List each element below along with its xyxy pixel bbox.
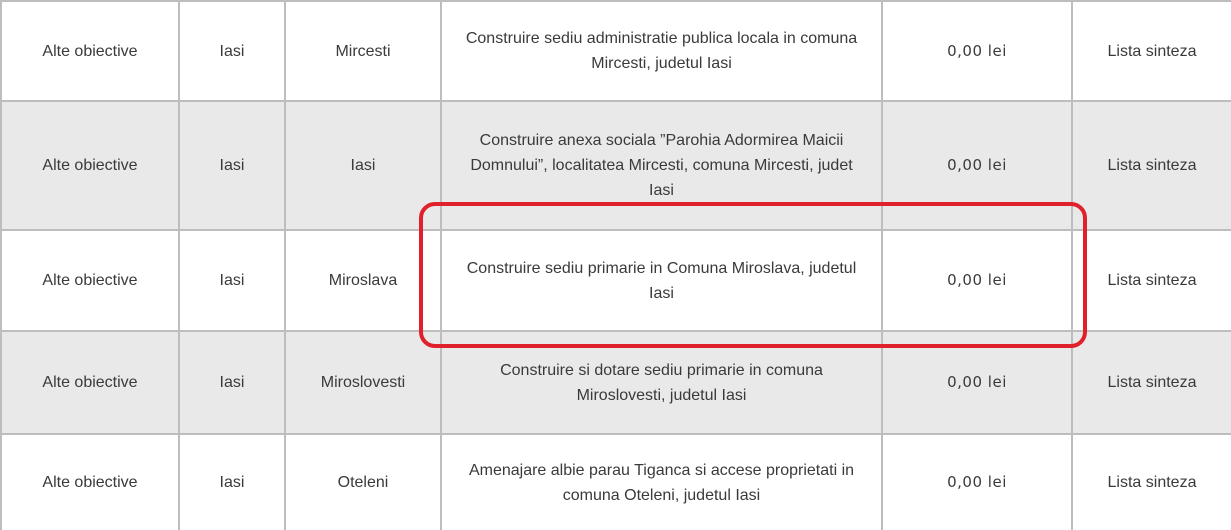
locality-cell: Iasi	[285, 101, 441, 230]
amount-cell: 0,00 lei	[882, 230, 1072, 331]
county-cell: Iasi	[179, 1, 285, 101]
lista-sinteza-link[interactable]: Lista sinteza	[1072, 1, 1231, 101]
lista-sinteza-link[interactable]: Lista sinteza	[1072, 101, 1231, 230]
category-cell: Alte obiective	[1, 331, 179, 434]
locality-cell: Mircesti	[285, 1, 441, 101]
description-cell: Amenajare albie parau Tiganca si accese proprietati in comuna Oteleni, judetul Iasi	[441, 434, 882, 530]
description-cell: Construire si dotare sediu primarie in comuna Miroslovesti, judetul Iasi	[441, 331, 882, 434]
amount-cell: 0,00 lei	[882, 434, 1072, 530]
table-row	[1, 1, 1231, 101]
county-cell: Iasi	[179, 331, 285, 434]
county-cell: Iasi	[179, 101, 285, 230]
table-row	[1, 331, 1231, 434]
table-row	[1, 434, 1231, 530]
lista-sinteza-link[interactable]: Lista sinteza	[1072, 230, 1231, 331]
category-cell: Alte obiective	[1, 1, 179, 101]
amount-cell: 0,00 lei	[882, 331, 1072, 434]
description-cell: Construire sediu primarie in Comuna Miroslava, judetul Iasi	[441, 230, 882, 331]
table-row	[1, 101, 1231, 230]
table-row	[1, 230, 1231, 331]
amount-cell: 0,00 lei	[882, 1, 1072, 101]
locality-cell: Oteleni	[285, 434, 441, 530]
lista-sinteza-link[interactable]: Lista sinteza	[1072, 331, 1231, 434]
amount-cell: 0,00 lei	[882, 101, 1072, 230]
category-cell: Alte obiective	[1, 434, 179, 530]
category-cell: Alte obiective	[1, 230, 179, 331]
county-cell: Iasi	[179, 434, 285, 530]
lista-sinteza-link[interactable]: Lista sinteza	[1072, 434, 1231, 530]
description-cell: Construire sediu administratie publica locala in comuna Mircesti, judetul Iasi	[441, 1, 882, 101]
locality-cell: Miroslava	[285, 230, 441, 331]
county-cell: Iasi	[179, 230, 285, 331]
description-cell: Construire anexa sociala ”Parohia Adormirea Maicii Domnului”, localitatea Mircesti, comuna Mircesti, judet Iasi	[441, 101, 882, 230]
locality-cell: Miroslovesti	[285, 331, 441, 434]
category-cell: Alte obiective	[1, 101, 179, 230]
